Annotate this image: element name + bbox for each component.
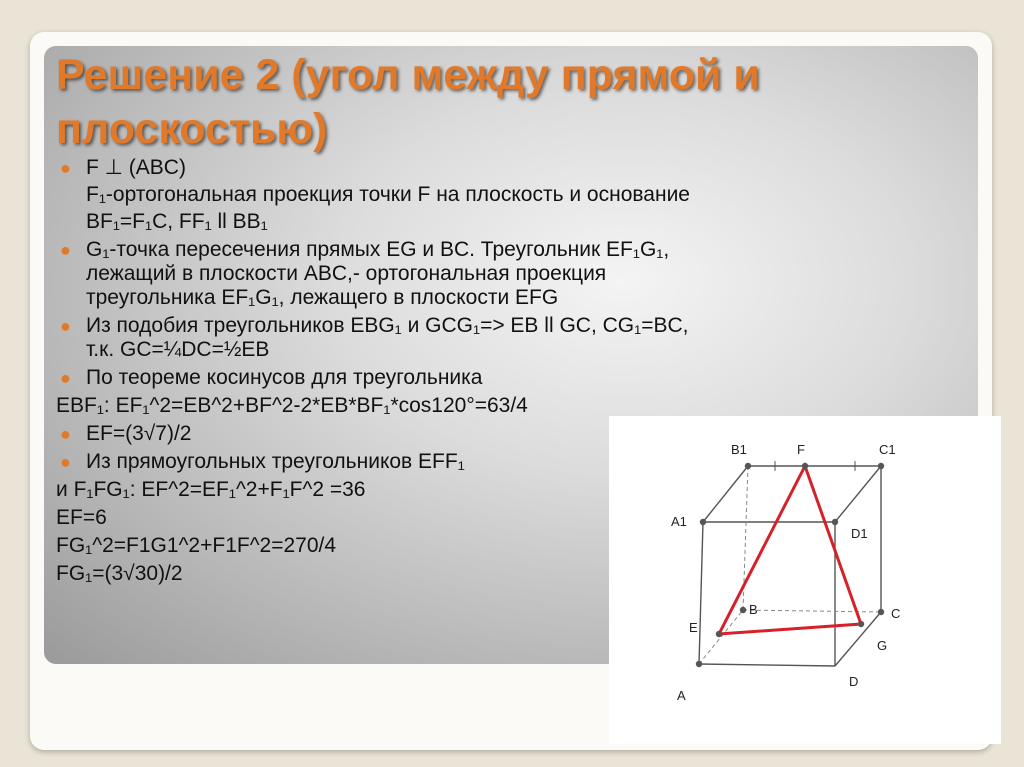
edge-d-c [835,612,881,666]
text-line: F₁-ортогональная проекция точки F на плоскость и основание [86,183,690,206]
hidden-edge-a-b [699,610,743,664]
label-e: E [689,620,698,635]
label-a1: A1 [671,514,687,529]
bullet-dot-icon: ● [60,424,71,444]
line-text: Из прямоугольных треугольников EFF₁ [86,450,465,473]
text-line [56,238,976,262]
text-line: т.к. GC=¼DC=½EB [86,338,270,361]
bullet-dot-icon: ● [60,368,71,388]
edge-a1-a [699,522,703,664]
line-text: G₁-точка пересечения прямых EG и BC. Треугольник EF₁G₁, [86,238,670,261]
label-a: A [677,688,686,703]
slide-title [56,48,976,156]
text-line: FG₁=(3√30)/2 [56,562,183,585]
text-line: и F₁FG₁: EF^2=EF₁^2+F₁F^2 =36 [56,478,366,501]
prism-figure [609,416,1001,744]
text-line: EF=6 [56,506,107,529]
edge-a1-b1 [703,466,748,522]
label-g: G [877,638,888,653]
text-line: FG₁^2=F1G1^2+F1F^2=270/4 [56,534,337,557]
prism-diagram [609,416,1001,744]
bullet-dot-icon: ● [60,316,71,336]
text-line: BF₁=F₁C, FF₁ ll BB₁ [86,210,268,233]
label-f: F [797,442,805,457]
text-line [56,156,976,180]
label-b: B [749,602,758,617]
hidden-edge-b-c [743,610,881,612]
text-line [56,366,976,390]
label-c: C [891,606,901,621]
line-text: По теореме косинусов для треугольника [86,366,483,389]
title-line-2: плоскостью) [56,105,328,153]
text-line: лежащий в плоскости ABC,- ортогональная проекция [86,262,607,285]
bullet-dot-icon: ● [60,452,71,472]
label-d: D [849,674,859,689]
bullet-dot-icon: ● [60,158,71,178]
bullet-dot-icon: ● [60,240,71,260]
line-text: F ⊥ (ABC) [86,156,186,179]
edge-a-d [699,664,835,666]
label-b1: B1 [731,442,747,457]
label-c1: C1 [879,442,896,457]
label-d1: D1 [851,526,868,541]
line-text: EF=(3√7)/2 [86,422,192,445]
line-text: Из подобия треугольников EBG₁ и GCG₁=> EB ll GC, CG₁=BC, [86,314,689,337]
text-line: EBF₁: EF₁^2=EB^2+BF^2-2*EB*BF₁*cos120°=63/4 [56,394,528,417]
edge-c1-d1 [835,466,881,522]
text-line: треугольника EF₁G₁, лежащего в плоскости EFG [86,286,559,309]
text-line [56,314,976,338]
title-line-1: Решение 2 (угол между прямой и [56,51,760,99]
